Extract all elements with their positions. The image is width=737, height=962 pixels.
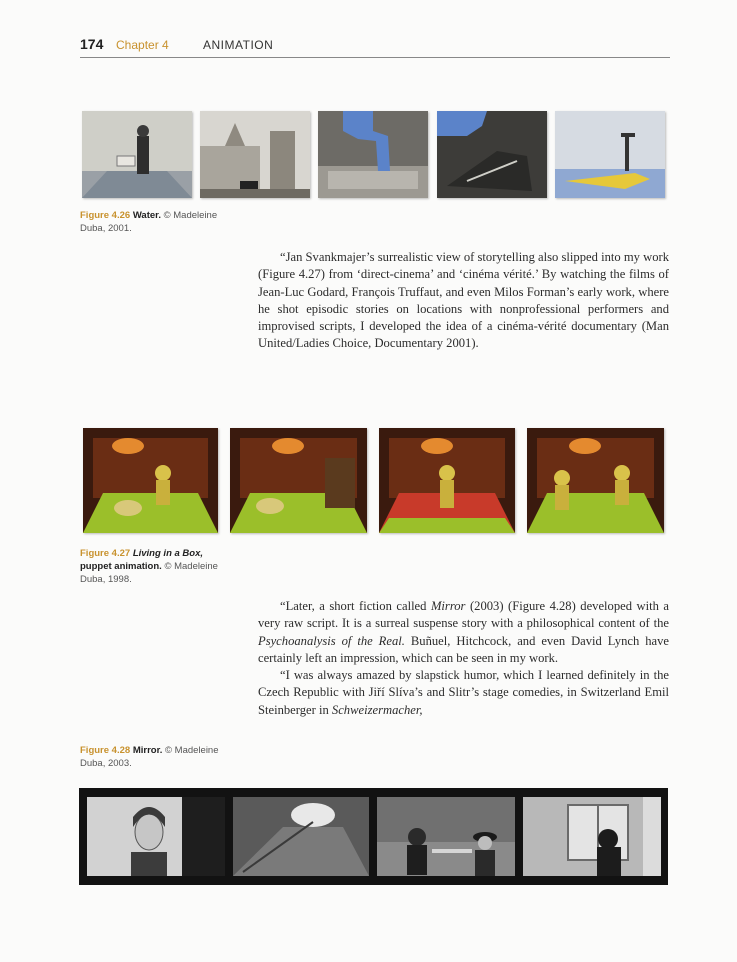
figure-427-title-rest: puppet animation. [80, 561, 162, 572]
para2-part-b: Mirror [430, 599, 466, 613]
para2-part-c: (2003) (Figure 4.28) developed with a very raw script. It is a surreal suspense story with a philosophical content of the [258, 599, 669, 631]
figure-428-title: Mirror. [132, 745, 163, 756]
figure-428-label: Figure 4.28 [80, 745, 131, 756]
paragraph-3 [258, 667, 669, 719]
figure-428-image-2 [233, 797, 369, 876]
header-rule [80, 57, 670, 58]
paragraph-2 [258, 598, 669, 667]
page-header [80, 36, 670, 58]
page-number: 174 [80, 36, 104, 52]
figure-426-image-2 [200, 111, 310, 198]
figure-426-credit-1: © Madeleine [163, 210, 218, 221]
figure-427-title-italic: Living in a Box, [132, 548, 204, 559]
paragraph-1-text: “Jan Svankmajer’s surrealistic view of storytelling also slipped into my work (Figure 4.27) from ‘direct-cinema’ and ‘cinéma vérité.’ By watching the films of Jean-Luc Godard, François Truffaut, and even Milos Forman’s early work, where he shot episodic stories on locations with nonprofessional performers and improvised scripts, I developed the idea of a cinéma-vérité documentary (Man United/Ladies Choice, Documentary 2001). [258, 250, 669, 351]
figure-426-image-4 [437, 111, 547, 198]
figure-428-caption [80, 744, 250, 770]
figure-428-image-4 [523, 797, 661, 876]
figure-427-credit-2: Duba, 1998. [80, 574, 132, 585]
figure-426-credit-2: Duba, 2001. [80, 223, 132, 234]
para3-part-a: “I was always amazed by slapstick humor, which I learned definitely in the Czech Republic with Jiří Slíva’s and Slitr’s stage comedies, in Switzerland Emil Steinberger in [258, 668, 669, 717]
figure-427-image-3 [379, 428, 515, 533]
figure-426-image-1 [82, 111, 192, 198]
figure-428-credit-2: Duba, 2003. [80, 758, 132, 769]
figure-426-caption [80, 209, 250, 235]
para3-part-b: Schweizermacher, [331, 702, 423, 717]
figure-428-credit-1: © Madeleine [165, 745, 219, 756]
figure-428-image-3 [377, 797, 515, 876]
chapter-label: Chapter 4 [116, 38, 169, 52]
figure-428-film-strip [79, 788, 668, 885]
body-paragraph-2-3 [258, 598, 669, 719]
figure-426-image-5 [555, 111, 665, 198]
para2-part-e: Buñuel, Hitchcock, and even David Lynch have certainly left an impression, which can be seen in my work. [258, 633, 669, 665]
figure-427-label: Figure 4.27 [80, 548, 131, 559]
figure-427-credit-1: © Madeleine [164, 561, 218, 572]
chapter-title: ANIMATION [203, 38, 274, 52]
body-paragraph-1 [258, 249, 669, 353]
figure-426-title: Water. [132, 210, 161, 221]
figure-427-caption [80, 547, 250, 586]
figure-426-label: Figure 4.26 [80, 210, 131, 221]
para2-part-d: Psychoanalysis of the Real. [258, 633, 405, 648]
figure-427-image-4 [527, 428, 664, 533]
figure-428-image-1 [87, 797, 225, 876]
figure-427-image-1 [83, 428, 218, 533]
para2-part-a: “Later, a short fiction called [280, 599, 431, 613]
figure-426-image-3 [318, 111, 428, 198]
figure-427-image-2 [230, 428, 367, 533]
